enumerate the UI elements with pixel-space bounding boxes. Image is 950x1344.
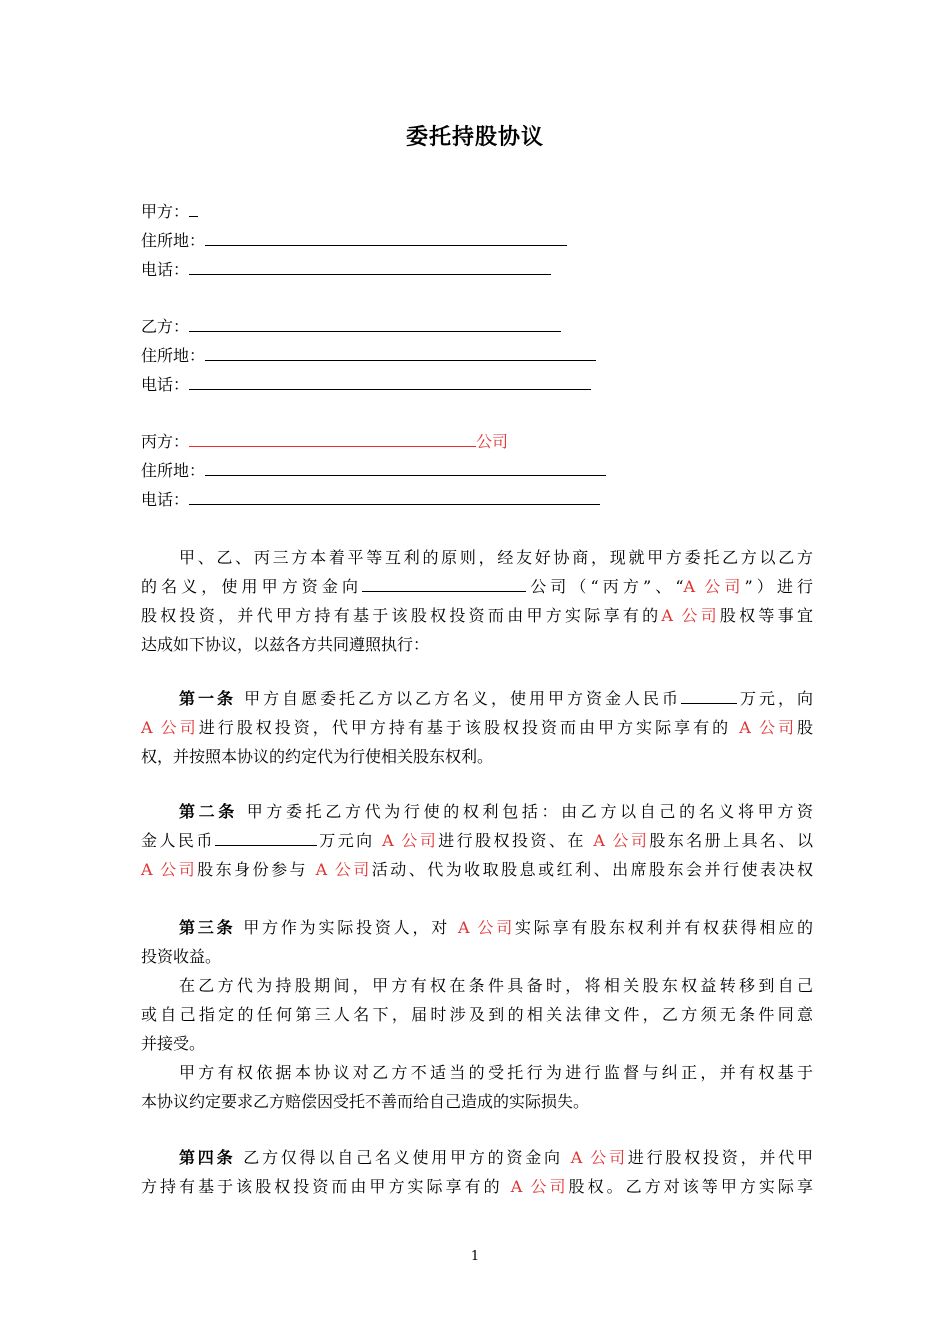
- article-text: 乙方仅得以自己名义使用甲方的资金向: [235, 1148, 571, 1167]
- company-a-ref: A 公司: [382, 831, 439, 850]
- company-a-ref: A 公司: [510, 1177, 569, 1196]
- article-text: 甲方委托乙方代为行使的权利包括：由乙方以自己的名义将甲方资: [237, 802, 813, 821]
- article-1: [141, 684, 813, 771]
- article-4-heading: 第四条: [179, 1148, 236, 1167]
- article-4-line-1: [141, 1143, 813, 1172]
- preamble-line-1: 甲、乙、丙三方本着平等互利的原则，经友好协商，现就甲方委托乙方以乙方: [179, 548, 813, 567]
- article-text: 股权。乙方对该等甲方实际享: [568, 1177, 813, 1196]
- company-a-ref: A 公司: [593, 831, 650, 850]
- party-a-phone-label: 电话：: [141, 260, 190, 279]
- party-b-name-blank: [189, 316, 561, 332]
- article-text: 活动、代为收取股息或红利、出席股东会并行使表决权: [371, 860, 813, 879]
- preamble-text: 的名义，使用甲方资金向: [141, 577, 363, 596]
- party-c-label: 丙方：: [141, 432, 190, 451]
- preamble-text: 股权等事宜: [719, 606, 813, 625]
- article-2-line-3: [141, 855, 813, 884]
- article-2-line-1: [141, 797, 813, 826]
- article-text: 万元向: [316, 831, 383, 850]
- article-text: 进行股权投资，代甲方持有基于该股权投资而由甲方实际享有的: [198, 718, 740, 737]
- article-3-p2-line-1: 在乙方代为持股期间，甲方有权在条件具备时，将相关股东权益转移到自己: [179, 976, 813, 995]
- preamble-text: 股权投资，并代甲方持有基于该股权投资而由甲方实际享有的: [141, 606, 662, 625]
- party-c-address-label: 住所地：: [141, 461, 206, 480]
- article-2-line-2: [141, 826, 813, 855]
- party-b-name-line: [141, 316, 561, 337]
- preamble-text: ”）进行: [744, 577, 813, 596]
- article-text: 实际享有股东权利并有权获得相应的: [515, 918, 813, 937]
- preamble-paragraph: [141, 543, 813, 659]
- party-c-address-blank: [205, 460, 606, 476]
- party-b-address-blank: [205, 345, 596, 361]
- party-a-address-blank: [205, 230, 567, 246]
- article-3-p3-line-1: 甲方有权依据本协议对乙方不适当的受托行为进行监督与纠正，并有权基于: [179, 1063, 813, 1082]
- article-text: 金人民币: [141, 831, 215, 850]
- company-a-ref: A 公司: [570, 1148, 628, 1167]
- article-text: 进行股权投资，并代甲: [627, 1148, 813, 1167]
- article-1-line-3: 权，并按照本协议的约定代为行使相关股东权利。: [141, 747, 494, 766]
- article-text: 甲方自愿委托乙方以乙方名义，使用甲方资金人民币: [236, 689, 681, 708]
- preamble-line-4: 达成如下协议，以兹各方共同遵照执行：: [141, 635, 430, 654]
- party-a-address-label: 住所地：: [141, 231, 206, 250]
- article-3-line-2: 投资收益。: [141, 947, 222, 966]
- company-a-ref: A 公司: [141, 718, 199, 737]
- party-b-address-label: 住所地：: [141, 346, 206, 365]
- company-a-ref: A 公司: [457, 918, 515, 937]
- article-3-line-1: [141, 913, 813, 942]
- article-text: 万元，向: [737, 689, 813, 708]
- article-1-line-1: [141, 684, 813, 713]
- page-number: 1: [470, 1249, 480, 1264]
- document-title: 委托持股协议: [405, 124, 544, 150]
- party-a-phone-blank: [189, 259, 551, 275]
- party-a-phone-line: [141, 259, 551, 280]
- article-3-heading: 第三条: [179, 918, 236, 937]
- article-text: 甲方作为实际投资人，对: [235, 918, 458, 937]
- company-a-ref: A 公司: [683, 577, 745, 596]
- article-1-heading: 第一条: [179, 689, 236, 708]
- company-a-ref: A 公司: [315, 860, 372, 879]
- preamble-line-2: [141, 572, 813, 601]
- party-b-phone-line: [141, 374, 591, 395]
- preamble-text: 公司（“丙方”、“: [526, 577, 684, 596]
- party-b-address-line: [141, 345, 596, 366]
- party-c-suffix: 公司: [476, 432, 509, 451]
- article-text: 股东身份参与: [197, 860, 316, 879]
- company-a-ref: A 公司: [661, 606, 720, 625]
- party-c-name-blank: [189, 431, 476, 447]
- article-3-p2-line-2: 或自己指定的任何第三人名下，届时涉及到的相关法律文件，乙方须无条件同意: [141, 1005, 813, 1024]
- party-a-address-line: [141, 230, 567, 251]
- article-3: [141, 913, 813, 1116]
- party-a-label: 甲方：: [141, 202, 190, 221]
- party-a-name-blank: [189, 201, 198, 217]
- article-text: 方持有基于该股权投资而由甲方实际享有的: [141, 1177, 511, 1196]
- party-b-phone-label: 电话：: [141, 375, 190, 394]
- article-2-heading: 第二条: [179, 802, 238, 821]
- article-1-line-2: [141, 713, 813, 742]
- company-name-blank: [362, 576, 526, 592]
- article-3-p2-line-3: 并接受。: [141, 1034, 206, 1053]
- company-a-ref: A 公司: [141, 860, 198, 879]
- article-text: 股东名册上具名、以: [649, 831, 813, 850]
- party-c-phone-line: [141, 489, 600, 510]
- party-c-phone-blank: [189, 489, 600, 505]
- party-c-phone-label: 电话：: [141, 490, 190, 509]
- amount-blank: [215, 830, 317, 846]
- article-text: 进行股权投资、在: [438, 831, 594, 850]
- preamble-line-3: [141, 601, 813, 630]
- article-2: [141, 797, 813, 884]
- company-a-ref: A 公司: [739, 718, 797, 737]
- party-a-name-line: [141, 201, 198, 222]
- party-b-phone-blank: [189, 374, 591, 390]
- party-c-name-line: [141, 431, 508, 452]
- article-text: 股: [796, 718, 813, 737]
- article-3-p3-line-2: 本协议约定要求乙方赔偿因受托不善而给自己造成的实际损失。: [141, 1092, 590, 1111]
- party-c-address-line: [141, 460, 606, 481]
- article-4-line-2: [141, 1172, 813, 1201]
- party-b-label: 乙方：: [141, 317, 190, 336]
- article-4: [141, 1143, 813, 1201]
- amount-blank: [681, 688, 737, 704]
